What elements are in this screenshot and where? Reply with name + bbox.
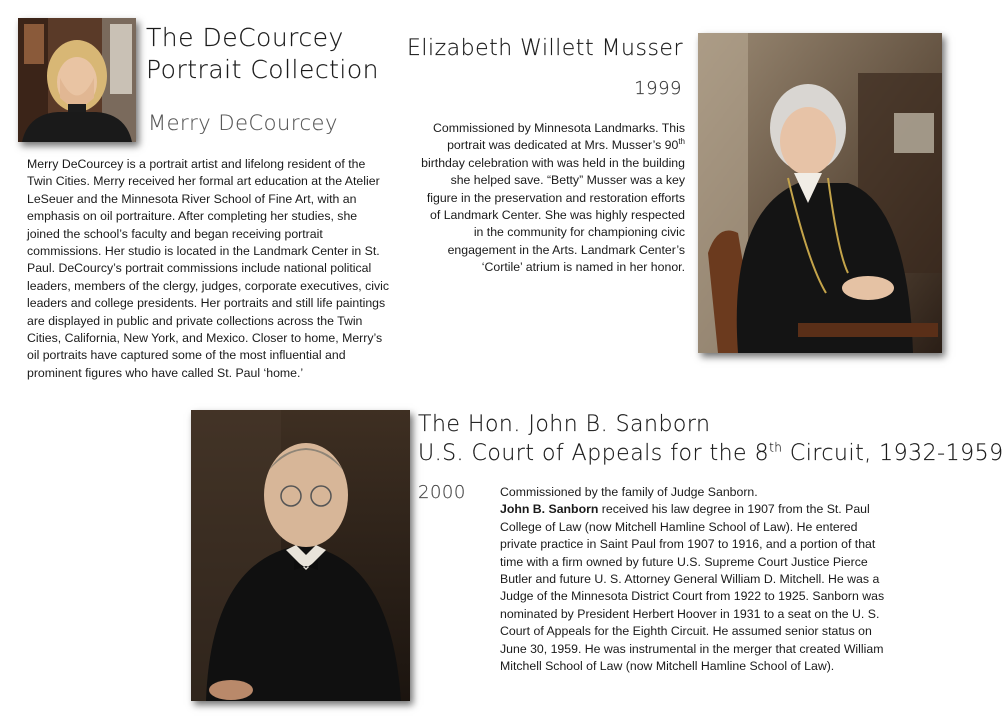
sanborn-commission-line: Commissioned by the family of Judge Sanborn. [500,485,758,499]
sanborn-bold-name: John B. Sanborn [500,502,599,517]
sanborn-title [418,410,1004,468]
sanborn-court: U.S. Court of Appeals for the 8th Circuit, 1932-1959 [418,440,1004,466]
musser-portrait [698,33,942,353]
sanborn-portrait [191,410,410,701]
sanborn-description: Commissioned by the family of Judge Sanborn. John B. Sanborn received his law degree in 1907 from the St. Paul College of Law (now Mitchell Hamline School of Law). He entered private practice in Saint Paul from 1907 to 1916, and a portion of that time with a firm owned by future U.S. Supreme Court Justice Pierce Butler and future U. S. Attorney General William D. Mitchell. He was a Judge of the Minnesota District Court from 1922 to 1925. Sanborn was nominated by President Herbert Hoover in 1931 to a seat on the U. S. Court of Appeals for the Eighth Circuit. He assumed senior status on June 30, 1959. He was instrumental in the merger that created William Mitchell School of Law (now Mitchell Hamline School of Law). [500,484,890,675]
sanborn-name: The Hon. John B. Sanborn [418,412,711,437]
artist-bio: Merry DeCourcey is a portrait artist and lifelong resident of the Twin Cities. Merry received her formal art education at the Atelier LeSeuer and the Minnesota River School of Fine Art, with an emphasis on oil portraiture. After completing her studies, she joined the school’s faculty and began receiving portrait commissions. Her studio is located in the Landmark Center in St. Paul. DeCourcy’s portrait commissions include national political leaders, members of the clergy, judges, corporate executives, civic leaders and college presidents. Her portraits and still life paintings are displayed in public and private collections across the Twin Cities, California, New York, and Mexico. Closer to home, Merry’s oil portraits have captured some of the most influential and prominent figures who have called St. Paul ‘home.’ [27,157,390,380]
musser-name: Elizabeth Willett Musser [406,36,683,61]
artist-photo [18,18,136,142]
collection-title: The DeCourcey Portrait Collection [146,23,380,84]
musser-description: Commissioned by Minnesota Landmarks. This portrait was dedicated at Mrs. Musser’s 90th birthday celebration with was held in the building she helped save. “Betty” Musser was a key figure in the preservation and restoration efforts of Landmark Center. She was highly respected in the community for championing civic engagement in the Arts. Landmark Center’s ‘Cortile’ atrium is named in her honor. [421,121,685,275]
artist-name: Merry DeCourcey [148,111,338,135]
musser-year: 1999 [634,78,682,99]
sanborn-year: 2000 [418,482,466,503]
